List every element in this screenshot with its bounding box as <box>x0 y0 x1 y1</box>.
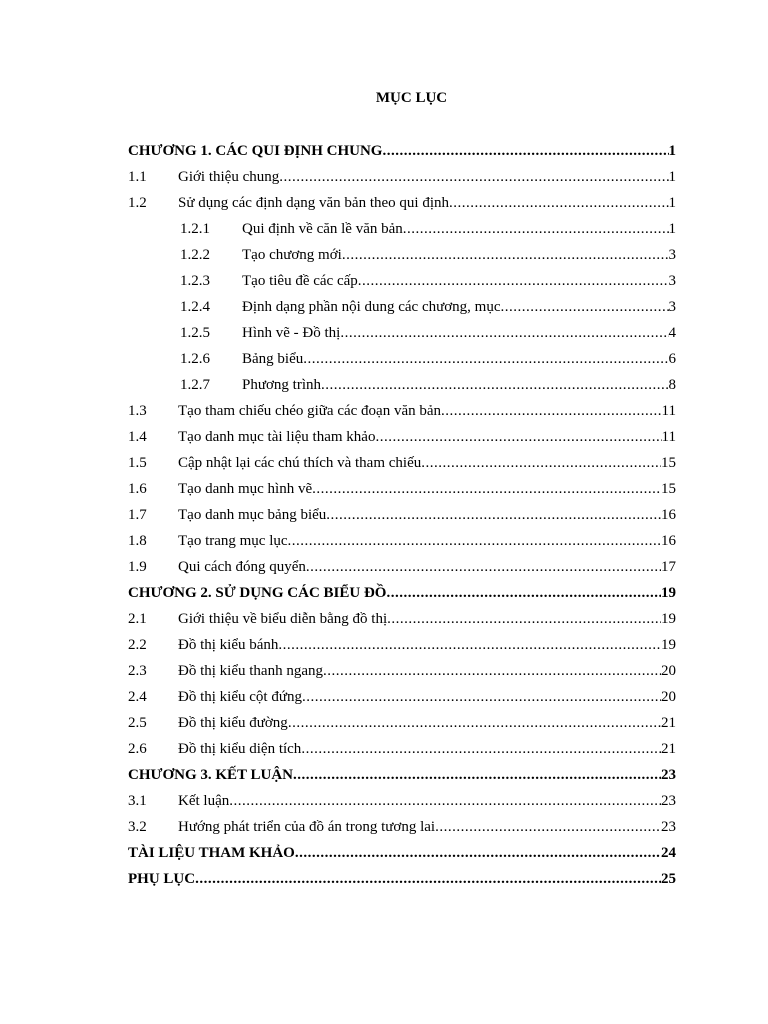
toc-entry-page-number: 6 <box>668 351 676 367</box>
toc-entry-page-number: 15 <box>661 455 676 471</box>
toc-entry-label: PHỤ LỤC <box>128 871 196 887</box>
dot-leader <box>435 819 661 836</box>
toc-entry[interactable] <box>128 663 676 689</box>
toc-entry-page-number: 3 <box>668 247 676 263</box>
dot-leader <box>342 247 669 264</box>
dot-leader <box>501 299 669 316</box>
toc-entry-label: Tạo danh mục bảng biểu <box>178 507 327 523</box>
toc-entry-page-number: 19 <box>661 585 676 601</box>
toc-entry-label: Hướng phát triển của đồ án trong tương lai <box>178 819 436 835</box>
toc-entry-label: Định dạng phần nội dung các chương, mục <box>242 299 501 315</box>
dot-leader <box>278 637 661 654</box>
toc-entry-page-number: 23 <box>661 819 676 835</box>
toc-entry-label: Tạo danh mục hình vẽ <box>178 481 313 497</box>
toc-entry-page-number: 3 <box>668 299 676 315</box>
toc-entry-label: Giới thiệu về biểu diễn bằng đồ thị <box>178 611 388 627</box>
toc-entry-page-number: 20 <box>661 689 676 705</box>
toc-entry-number: 2.6 <box>128 741 147 757</box>
toc-entry-page-number: 11 <box>661 403 676 419</box>
dot-leader <box>229 793 661 810</box>
toc-entry-label: Tạo tiêu đề các cấp <box>242 273 358 289</box>
toc-chapter-entry[interactable] <box>128 585 676 611</box>
toc-entry-number: 1.5 <box>128 455 147 471</box>
toc-chapter-entry[interactable] <box>128 871 676 897</box>
toc-entry[interactable] <box>128 169 676 195</box>
toc-entry[interactable] <box>128 507 676 533</box>
dot-leader <box>387 611 661 628</box>
toc-entry[interactable] <box>128 247 676 273</box>
toc-entry[interactable] <box>128 689 676 715</box>
toc-entry-number: 2.2 <box>128 637 147 653</box>
toc-entry-number: 1.2 <box>128 195 147 211</box>
toc-entry-page-number: 1 <box>668 143 676 159</box>
toc-entry[interactable] <box>128 325 676 351</box>
dot-leader <box>321 377 669 394</box>
toc-entry[interactable] <box>128 429 676 455</box>
toc-entry-page-number: 3 <box>668 273 676 289</box>
toc-entry-label: Đồ thị kiểu thanh ngang <box>178 663 323 679</box>
toc-entry-number: 1.2.6 <box>180 351 210 367</box>
toc-entry-number: 1.4 <box>128 429 147 445</box>
toc-entry-number: 1.6 <box>128 481 147 497</box>
toc-entry-number: 1.7 <box>128 507 147 523</box>
toc-entry[interactable] <box>128 741 676 767</box>
toc-entry-label: Sử dụng các định dạng văn bản theo qui định <box>178 195 449 211</box>
toc-entry-page-number: 15 <box>661 481 676 497</box>
toc-entry-page-number: 8 <box>668 377 676 393</box>
toc-entry-page-number: 17 <box>661 559 676 575</box>
toc-entry[interactable] <box>128 481 676 507</box>
toc-entry-label: Tạo tham chiếu chéo giữa các đoạn văn bản <box>178 403 442 419</box>
toc-entry-label: CHƯƠNG 3. KẾT LUẬN <box>128 767 294 783</box>
toc-entry-number: 2.3 <box>128 663 147 679</box>
dot-leader <box>358 273 669 290</box>
toc-entry[interactable] <box>128 819 676 845</box>
toc-entry-page-number: 16 <box>661 507 676 523</box>
toc-entry-number: 1.2.7 <box>180 377 210 393</box>
dot-leader <box>306 559 661 576</box>
toc-title: MỤC LỤC <box>375 90 448 106</box>
dot-leader <box>288 533 661 550</box>
dot-leader <box>195 871 661 888</box>
toc-entry-page-number: 19 <box>661 611 676 627</box>
toc-entry-page-number: 1 <box>668 221 676 237</box>
toc-entry[interactable] <box>128 533 676 559</box>
dot-leader <box>312 481 661 498</box>
toc-entry[interactable] <box>128 611 676 637</box>
toc-entry[interactable] <box>128 351 676 377</box>
dot-leader <box>375 429 661 446</box>
toc-entry-page-number: 19 <box>661 637 676 653</box>
toc-entry[interactable] <box>128 195 676 221</box>
toc-entry-number: 1.2.2 <box>180 247 210 263</box>
toc-entry-label: Kết luận <box>178 793 230 809</box>
toc-entry-label: Tạo danh mục tài liệu tham khảo <box>178 429 376 445</box>
toc-entry[interactable] <box>128 559 676 585</box>
toc-entry-page-number: 4 <box>668 325 676 341</box>
toc-entry-page-number: 21 <box>661 741 676 757</box>
dot-leader <box>421 455 661 472</box>
dot-leader <box>301 741 661 758</box>
dot-leader <box>449 195 669 212</box>
toc-entry[interactable] <box>128 637 676 663</box>
toc-entry-page-number: 25 <box>661 871 676 887</box>
toc-entry-label: Tạo trang mục lục <box>178 533 288 549</box>
dot-leader <box>326 507 661 524</box>
toc-entry-number: 1.3 <box>128 403 147 419</box>
toc-entry-number: 1.1 <box>128 169 147 185</box>
toc-chapter-entry[interactable] <box>128 767 676 793</box>
dot-leader <box>441 403 662 420</box>
toc-entry-page-number: 1 <box>668 169 676 185</box>
toc-entry-number: 2.1 <box>128 611 147 627</box>
toc-entry-label: CHƯƠNG 2. SỬ DỤNG CÁC BIỂU ĐỒ <box>128 585 387 601</box>
toc-entry[interactable] <box>128 715 676 741</box>
dot-leader <box>386 585 661 602</box>
toc-entry-number: 1.2.3 <box>180 273 210 289</box>
toc-entry[interactable] <box>128 403 676 429</box>
toc-entry-page-number: 1 <box>668 195 676 211</box>
dot-leader <box>293 767 661 784</box>
dot-leader <box>288 715 661 732</box>
dot-leader <box>340 325 668 342</box>
toc-entry-number: 2.5 <box>128 715 147 731</box>
toc-entry[interactable] <box>128 221 676 247</box>
dot-leader <box>403 221 669 238</box>
toc-entry-label: Đồ thị kiểu bánh <box>178 637 279 653</box>
toc-entry-number: 1.9 <box>128 559 147 575</box>
toc-entry-number: 1.2.1 <box>180 221 210 237</box>
dot-leader <box>295 845 661 862</box>
dot-leader <box>279 169 668 186</box>
toc-entry[interactable] <box>128 455 676 481</box>
toc-entry-label: TÀI LIỆU THAM KHẢO <box>128 845 295 861</box>
toc-entry-label: Đồ thị kiểu cột đứng <box>178 689 302 705</box>
toc-entry-label: Bảng biểu <box>242 351 304 367</box>
table-of-contents <box>128 143 676 897</box>
toc-entry[interactable] <box>128 793 676 819</box>
toc-entry-label: Qui định về căn lề văn bản <box>242 221 403 237</box>
dot-leader <box>302 689 661 706</box>
toc-entry-number: 3.1 <box>128 793 147 809</box>
toc-entry-page-number: 24 <box>661 845 676 861</box>
dot-leader <box>323 663 661 680</box>
toc-entry[interactable] <box>128 299 676 325</box>
toc-entry-page-number: 21 <box>661 715 676 731</box>
toc-entry-page-number: 16 <box>661 533 676 549</box>
toc-chapter-entry[interactable] <box>128 845 676 871</box>
toc-entry[interactable] <box>128 273 676 299</box>
toc-entry-number: 2.4 <box>128 689 147 705</box>
toc-entry-label: Đồ thị kiểu diện tích <box>178 741 302 757</box>
toc-entry-page-number: 23 <box>661 793 676 809</box>
toc-entry-number: 1.2.4 <box>180 299 210 315</box>
toc-entry-label: Phương trình <box>242 377 321 393</box>
toc-entry-label: Hình vẽ - Đồ thị <box>242 325 341 341</box>
toc-entry-label: Giới thiệu chung <box>178 169 280 185</box>
toc-entry-label: CHƯƠNG 1. CÁC QUI ĐỊNH CHUNG <box>128 143 383 159</box>
toc-entry-page-number: 23 <box>661 767 676 783</box>
toc-entry-number: 3.2 <box>128 819 147 835</box>
toc-entry-number: 1.2.5 <box>180 325 210 341</box>
toc-entry-label: Đồ thị kiểu đường <box>178 715 288 731</box>
toc-entry-page-number: 11 <box>661 429 676 445</box>
toc-chapter-entry[interactable] <box>128 143 676 169</box>
toc-entry-label: Tạo chương mới <box>242 247 342 263</box>
toc-entry-page-number: 20 <box>661 663 676 679</box>
toc-entry[interactable] <box>128 377 676 403</box>
toc-entry-number: 1.8 <box>128 533 147 549</box>
toc-entry-label: Qui cách đóng quyển <box>178 559 306 575</box>
dot-leader <box>382 143 668 160</box>
toc-entry-label: Cập nhật lại các chú thích và tham chiếu <box>178 455 422 471</box>
dot-leader <box>303 351 668 368</box>
